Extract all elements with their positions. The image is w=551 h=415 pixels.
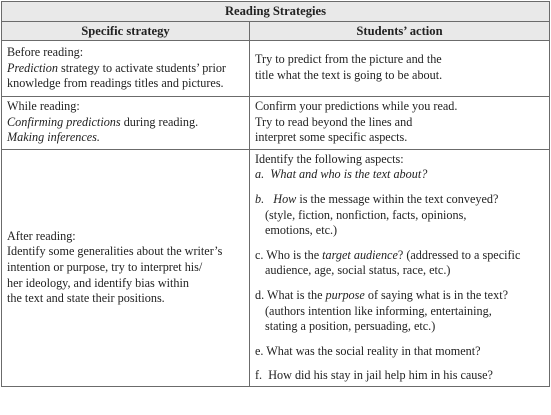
header-strategy: Specific strategy <box>2 21 250 41</box>
item-e-text: What was the social reality in that moment? <box>266 343 481 358</box>
header-row <box>2 21 550 41</box>
item-c-pre: Who is the <box>266 247 323 262</box>
item-b-line-3: emotions, etc.) <box>265 223 338 238</box>
while-strategy-line <box>7 115 244 131</box>
item-b-em: How <box>273 191 297 206</box>
table-row-before-reading <box>2 41 550 97</box>
item-e-marker: e. <box>255 343 264 358</box>
list-item-c <box>255 248 544 264</box>
item-a-marker: a. <box>255 167 265 182</box>
while-action-line-3: interpret some specific aspects. <box>255 130 408 145</box>
table-row-while-reading <box>2 96 550 149</box>
before-strategy-em: Prediction <box>7 60 58 75</box>
list-item-f <box>255 368 544 384</box>
while-action-line-1: Confirm your predictions while you read. <box>255 98 458 113</box>
after-label: After reading: <box>7 228 76 243</box>
table-title: Reading Strategies <box>2 2 550 22</box>
while-action-line-2: Try to read beyond the lines and <box>255 114 413 129</box>
after-strategy-line-2: Identify some generalities about the writer’s <box>7 244 223 259</box>
before-action-line-1: Try to predict from the picture and the <box>255 52 442 67</box>
before-strategy-rest: strategy to activate students’ prior <box>58 60 226 75</box>
item-d-line-2: (authors intention like informing, entertaining, <box>265 303 492 318</box>
item-a-rest: is the text about? <box>340 167 428 182</box>
while-strategy-cell <box>2 96 250 149</box>
while-label: While reading: <box>7 98 80 113</box>
item-f-text: How did his stay in jail help him in his cause? <box>268 368 493 383</box>
header-action: Students’ action <box>250 21 550 41</box>
item-b-marker: b. <box>255 191 265 206</box>
item-c-em: target audience <box>322 247 398 262</box>
list-item-d <box>255 288 544 304</box>
while-inference-em: Making inferences. <box>7 130 100 145</box>
after-action-cell <box>250 149 550 386</box>
item-d-em: purpose <box>325 287 365 302</box>
while-strategy-rest: during reading. <box>120 114 199 129</box>
item-d-rest: of saying what is in the text? <box>364 287 508 302</box>
item-c-marker: c. <box>255 247 264 262</box>
after-strategy-cell <box>2 149 250 386</box>
before-strategy-line <box>7 61 244 77</box>
while-strategy-line-3 <box>7 130 244 146</box>
title-row <box>2 2 550 22</box>
item-b-rest: is the message within the text conveyed? <box>296 191 499 206</box>
item-a-em: What and who <box>270 167 341 182</box>
table-row-after-reading <box>2 149 550 386</box>
item-d-pre: What is the <box>266 287 326 302</box>
item-f-marker: f. <box>255 368 263 383</box>
reading-strategies-table <box>1 1 550 387</box>
list-item-e <box>255 344 544 360</box>
list-item-a <box>255 167 544 183</box>
item-d-line-3: stating a position, persuading, etc.) <box>265 319 436 334</box>
before-action-cell <box>250 41 550 97</box>
before-strategy-line-3: knowledge from readings titles and pictures. <box>7 76 224 91</box>
while-action-cell <box>250 96 550 149</box>
item-b-line-2: (style, fiction, nonfiction, facts, opinions, <box>265 207 467 222</box>
list-item-b <box>255 192 544 208</box>
item-d-marker: d. <box>255 287 265 302</box>
item-c-rest: ? (addressed to a specific <box>397 247 521 262</box>
after-strategy-line-5: the text and state their positions. <box>7 291 165 306</box>
while-strategy-em: Confirming predictions <box>7 114 121 129</box>
after-action-intro: Identify the following aspects: <box>255 151 404 166</box>
before-action-line-2: title what the text is going to be about. <box>255 67 443 82</box>
before-strategy-cell <box>2 41 250 97</box>
before-label: Before reading: <box>7 45 84 60</box>
after-strategy-line-3: intention or purpose, try to interpret his/ <box>7 260 203 275</box>
after-strategy-line-4: her ideology, and identify bias within <box>7 275 189 290</box>
item-c-line-2: audience, age, social status, race, etc.) <box>265 263 451 278</box>
